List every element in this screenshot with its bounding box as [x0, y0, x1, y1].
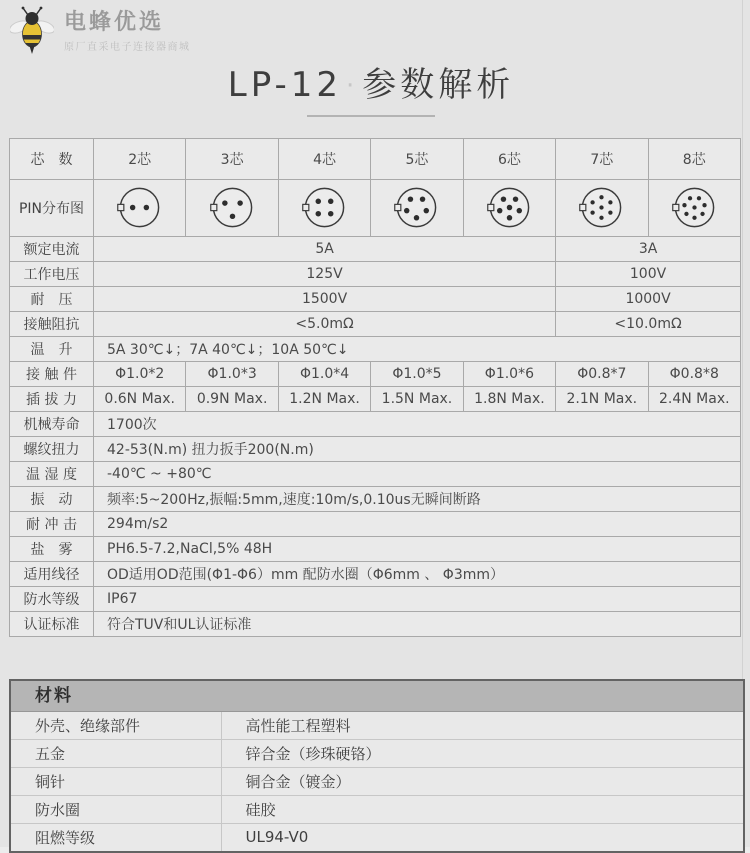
- spec-value: 3A: [556, 236, 741, 261]
- spec-row-label: 接触阻抗: [10, 311, 94, 336]
- spec-value: 2.1N Max.: [556, 386, 648, 411]
- spec-row: [10, 561, 741, 586]
- spec-value: 5A 30℃↓；7A 40℃↓；10A 50℃↓: [94, 336, 741, 361]
- spec-row: [10, 236, 741, 261]
- spec-row-label: 认证标准: [10, 611, 94, 636]
- spec-value: 1.8N Max.: [463, 386, 555, 411]
- spec-row-label: 防水等级: [10, 586, 94, 611]
- pin-diagram-6core-icon: [463, 179, 555, 236]
- spec-value: Φ1.0*3: [186, 361, 278, 386]
- material-label: 五金: [11, 739, 221, 767]
- spec-row: [10, 611, 741, 636]
- spec-row: [10, 411, 741, 436]
- spec-value: 1000V: [556, 286, 741, 311]
- spec-value: 294m/s2: [94, 511, 741, 536]
- spec-row-label: PIN分布图: [10, 179, 94, 236]
- spec-value: 1.5N Max.: [371, 386, 463, 411]
- brand-text: [64, 5, 191, 53]
- material-label: 阻燃等级: [11, 823, 221, 851]
- spec-row: [10, 586, 741, 611]
- spec-value: 1500V: [94, 286, 556, 311]
- materials-row: [11, 767, 743, 795]
- spec-row-label: 耐 压: [10, 286, 94, 311]
- spec-value: -40℃ ~ +80℃: [94, 461, 741, 486]
- title-suffix: 参数解析: [362, 65, 515, 105]
- spec-row-label: 工作电压: [10, 261, 94, 286]
- title-dot-separator: ·: [345, 71, 359, 101]
- bee-icon: [10, 5, 54, 55]
- spec-table: [9, 138, 741, 637]
- spec-value: Φ1.0*5: [371, 361, 463, 386]
- spec-value: 0.9N Max.: [186, 386, 278, 411]
- spec-row: [10, 386, 741, 411]
- material-label: 防水圈: [11, 795, 221, 823]
- spec-row: [10, 261, 741, 286]
- spec-row-label: 温 升: [10, 336, 94, 361]
- pin-diagram-row: [10, 179, 741, 236]
- material-value: UL94-V0: [245, 828, 309, 847]
- spec-row: [10, 511, 741, 536]
- pin-diagram-7core-icon: [556, 179, 648, 236]
- spec-value: 0.6N Max.: [94, 386, 186, 411]
- spec-col-header: 6芯: [463, 138, 555, 179]
- pin-diagram-2core-icon: [94, 179, 186, 236]
- spec-col-header: 8芯: [648, 138, 740, 179]
- spec-col-header: 7芯: [556, 138, 648, 179]
- spec-row: [10, 536, 741, 561]
- pin-diagram-4core-icon: [278, 179, 370, 236]
- spec-row-label: 适用线径: [10, 561, 94, 586]
- materials-row: [11, 739, 743, 767]
- spec-value: <5.0mΩ: [94, 311, 556, 336]
- pin-diagram-5core-icon: [371, 179, 463, 236]
- spec-row: [10, 286, 741, 311]
- spec-row-label: 机械寿命: [10, 411, 94, 436]
- brand-name: 电蜂优选: [64, 10, 165, 35]
- title-underline: [307, 115, 435, 117]
- spec-value: OD适用OD范围(Φ1-Φ6）mm 配防水圈（Φ6mm 、 Φ3mm）: [94, 561, 741, 586]
- spec-value: Φ1.0*6: [463, 361, 555, 386]
- materials-section-title: 材料: [11, 681, 743, 712]
- spec-value: 1.2N Max.: [278, 386, 370, 411]
- materials-row: [11, 795, 743, 823]
- spec-row-label: 额定电流: [10, 236, 94, 261]
- spec-value: 125V: [94, 261, 556, 286]
- spec-row: [10, 311, 741, 336]
- site-header: [0, 0, 742, 57]
- spec-value: Φ1.0*4: [278, 361, 370, 386]
- spec-row-label: 插 拔 力: [10, 386, 94, 411]
- spec-value: PH6.5-7.2,NaCl,5% 48H: [94, 536, 741, 561]
- spec-row-label: 耐 冲 击: [10, 511, 94, 536]
- spec-value: 100V: [556, 261, 741, 286]
- spec-value: IP67: [94, 586, 741, 611]
- spec-value: 频率:5~200Hz,振幅:5mm,速度:10m/s,0.10us无瞬间断路: [94, 486, 741, 511]
- spec-row-label: 温 湿 度: [10, 461, 94, 486]
- spec-row: [10, 336, 741, 361]
- brand-tagline: 原厂直采电子连接器商城: [64, 42, 191, 54]
- pin-diagram-8core-icon: [648, 179, 740, 236]
- spec-value: 2.4N Max.: [648, 386, 740, 411]
- spec-row-label: 芯 数: [10, 138, 94, 179]
- materials-row: [11, 712, 743, 740]
- spec-value: Φ0.8*7: [556, 361, 648, 386]
- spec-value: 符合TUV和UL认证标准: [94, 611, 741, 636]
- spec-col-header: 3芯: [186, 138, 278, 179]
- spec-row: [10, 361, 741, 386]
- material-value: 硅胶: [221, 795, 743, 823]
- material-value: 锌合金（珍珠硬铬）: [221, 739, 743, 767]
- spec-value: 42-53(N.m) 扭力扳手200(N.m): [94, 436, 741, 461]
- material-label: 铜针: [11, 767, 221, 795]
- spec-col-header: 5芯: [371, 138, 463, 179]
- materials-table: [11, 712, 743, 851]
- title-model: LP-12: [227, 65, 342, 105]
- spec-row-label: 盐 雾: [10, 536, 94, 561]
- spec-value: Φ1.0*2: [94, 361, 186, 386]
- spec-value: Φ0.8*8: [648, 361, 740, 386]
- material-label: 外壳、绝缘部件: [11, 712, 221, 740]
- spec-header-row: [10, 138, 741, 179]
- spec-col-header: 4芯: [278, 138, 370, 179]
- material-value: 高性能工程塑料: [221, 712, 743, 740]
- spec-value: 1700次: [94, 411, 741, 436]
- pin-diagram-3core-icon: [186, 179, 278, 236]
- spec-col-header: 2芯: [94, 138, 186, 179]
- materials-section: [9, 679, 745, 853]
- spec-row-label: 接 触 件: [10, 361, 94, 386]
- spec-row: [10, 461, 741, 486]
- spec-value: 5A: [94, 236, 556, 261]
- spec-row-label: 螺纹扭力: [10, 436, 94, 461]
- spec-value: <10.0mΩ: [556, 311, 741, 336]
- material-value: 铜合金（镀金）: [221, 767, 743, 795]
- page-title-section: [0, 65, 742, 117]
- spec-row: [10, 486, 741, 511]
- page-title: [0, 65, 742, 106]
- spec-row-label: 振 动: [10, 486, 94, 511]
- spec-row: [10, 436, 741, 461]
